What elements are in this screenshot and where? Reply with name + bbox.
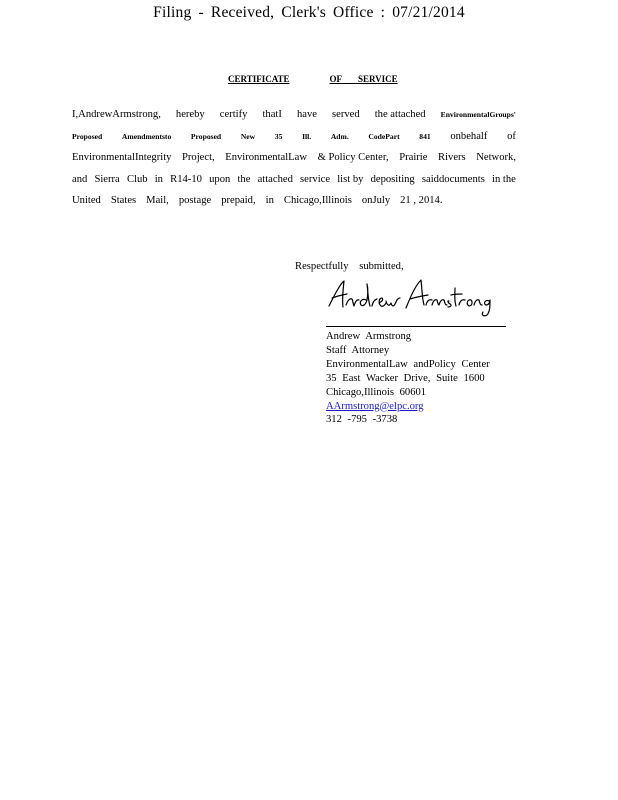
document-name-bold: Proposed: [72, 131, 103, 141]
document-name-bold: Adm.: [330, 131, 349, 141]
document-name-bold: Amendmentsto: [121, 131, 172, 141]
email-link[interactable]: AArmstrong@elpc.org: [326, 400, 424, 412]
signature-block: [326, 330, 490, 427]
line4-word: depositing: [370, 173, 415, 185]
paragraph-line-4: [72, 174, 516, 196]
line5-word: postage: [178, 195, 212, 206]
paragraph-line-5: [72, 195, 516, 217]
line4-word: in: [154, 173, 163, 185]
address-line-2: Chicago,Illinois 60601: [326, 386, 427, 398]
line2-word: of: [507, 130, 516, 142]
line3-word: EnvironmentalIntegrity: [72, 152, 172, 163]
line2-word: onbehalf: [450, 130, 488, 142]
certificate-title-word: CERTIFICATE: [228, 74, 290, 84]
document-name-bold: EnvironmentalGroups': [440, 110, 516, 119]
line1-word: thatI: [262, 109, 282, 120]
line3-word: & Policy Center,: [317, 152, 389, 163]
handwritten-signature: [326, 276, 498, 318]
line5-word: Chicago,Illinois: [283, 195, 352, 206]
line4-word: attached: [257, 173, 293, 185]
line1-word: I,AndrewArmstrong,: [72, 109, 161, 120]
line1-word: the attached: [374, 109, 426, 120]
line4-word: Club: [126, 173, 148, 185]
certificate-title-rest: OF SERVICE: [329, 74, 398, 84]
signer-name: Andrew Armstrong: [326, 331, 412, 342]
filing-stamp: Filing - Received, Clerk's Office : 07/21/2014: [153, 4, 465, 21]
line4-word: in the: [492, 173, 516, 185]
line3-word: Prairie: [399, 152, 428, 163]
line4-word: service: [300, 173, 331, 185]
line5-word: in: [265, 195, 274, 206]
signature-line: [326, 326, 506, 327]
document-name-bold: CodePart: [368, 131, 400, 141]
line4-word: upon: [209, 173, 231, 185]
line4-word: Sierra: [94, 173, 120, 185]
address-line-1: 35 East Wacker Drive, Suite 1600: [326, 372, 485, 384]
signer-organization: EnvironmentalLaw andPolicy Center: [326, 358, 490, 370]
paragraph-line-2: [72, 131, 516, 153]
line5-word: prepaid,: [221, 195, 256, 206]
line3-word: Network,: [476, 152, 516, 163]
line4-word: saiddocuments: [421, 173, 485, 185]
document-name-bold: 35: [274, 131, 283, 141]
line5-word: Mail,: [146, 195, 169, 206]
line1-word: certify: [219, 109, 248, 120]
paragraph-line-3: [72, 152, 516, 174]
paragraph-line-1: [72, 109, 516, 131]
document-name-bold: Proposed: [190, 131, 222, 141]
line5-word: United: [72, 195, 101, 206]
line3-word: EnvironmentalLaw: [225, 152, 307, 163]
certification-paragraph: [72, 109, 516, 217]
line1-word: served: [332, 109, 360, 120]
signer-title: Staff Attorney: [326, 344, 390, 356]
line1-word: hereby: [175, 109, 205, 120]
line5-word: States: [110, 195, 137, 206]
document-name-bold: New: [240, 131, 256, 141]
line4-word: R14-10: [170, 173, 202, 185]
line1-word: have: [296, 109, 317, 120]
line3-word: Project,: [182, 152, 215, 163]
line3-word: Rivers: [438, 152, 466, 163]
document-name-bold: Ill.: [302, 131, 312, 141]
line5-word: onJuly: [361, 195, 391, 206]
certificate-title: [228, 74, 398, 84]
document-name-bold: 841: [419, 131, 431, 141]
line5-word: 21 , 2014.: [400, 195, 443, 206]
phone-number: 312 -795 -3738: [326, 414, 398, 426]
closing-phrase: Respectfully submitted,: [295, 261, 404, 272]
line4-word: the: [237, 173, 251, 185]
line4-word: list by: [337, 173, 364, 185]
line4-word: and: [72, 173, 88, 185]
